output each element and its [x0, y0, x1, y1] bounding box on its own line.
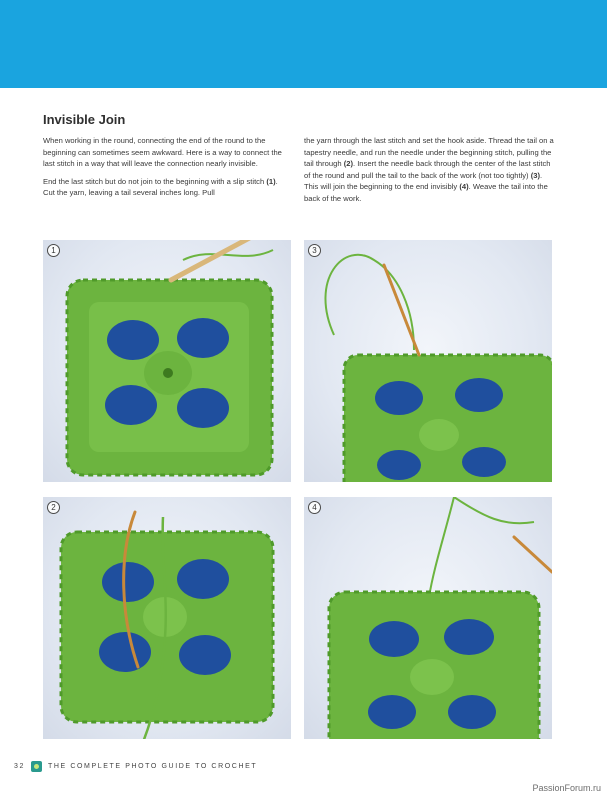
step-photo-1 — [43, 240, 291, 482]
granny-square-illustration — [304, 240, 552, 482]
section-heading: Invisible Join — [43, 112, 126, 127]
step-number-badge: 3 — [308, 244, 321, 257]
body-column-left — [43, 135, 290, 205]
paragraph — [304, 135, 554, 205]
book-logo-icon — [31, 761, 42, 772]
step-number-badge: 2 — [47, 501, 60, 514]
text-run: . Cut the yarn, leaving a tail several inches long. Pull — [43, 176, 278, 198]
granny-square-illustration — [43, 240, 291, 482]
granny-square-illustration — [43, 497, 291, 739]
step-number-badge: 1 — [47, 244, 60, 257]
crochet-hook-icon — [171, 240, 283, 280]
step-photo-4 — [304, 497, 552, 739]
running-title: THE COMPLETE PHOTO GUIDE TO CROCHET — [48, 762, 258, 770]
text-run: the yarn through the last stitch and set the hook aside. Thread the tail on a tapestry needle, and run the needle under the beginning stitch, pulling the tail through — [304, 136, 554, 169]
step-reference: (1) — [266, 176, 276, 186]
body-column-right — [304, 135, 554, 211]
header-color-band — [0, 0, 607, 88]
tapestry-needle-icon — [384, 265, 419, 355]
granny-square-illustration — [304, 497, 552, 739]
step-reference: (2) — [343, 159, 353, 169]
tapestry-needle-icon — [514, 537, 552, 572]
paragraph: When working in the round, connecting the end of the round to the beginning can sometimes seem awkward. Here is a way to connect the last stitch in a way that will leave the connection nearly invisible. — [43, 136, 282, 169]
text-run: . This will join the beginning to the end invisibly — [304, 170, 543, 192]
text-run: End the last stitch but do not join to the beginning with a slip stitch — [43, 176, 267, 186]
text-run: . Insert the needle back through the center of the last stitch of the round and pull the tail to the back of the work (not too tightly) — [304, 159, 551, 180]
step-reference: (4) — [459, 182, 469, 192]
text-run: . Weave the tail into the back of the work. — [304, 182, 548, 203]
page-footer — [14, 760, 257, 772]
step-photo-2 — [43, 497, 291, 739]
watermark: PassionForum.ru — [532, 783, 601, 793]
page-number: 32 — [14, 762, 25, 770]
step-reference: (3) — [530, 170, 540, 180]
paragraph — [43, 176, 290, 199]
step-photo-3 — [304, 240, 552, 482]
step-number-badge: 4 — [308, 501, 321, 514]
